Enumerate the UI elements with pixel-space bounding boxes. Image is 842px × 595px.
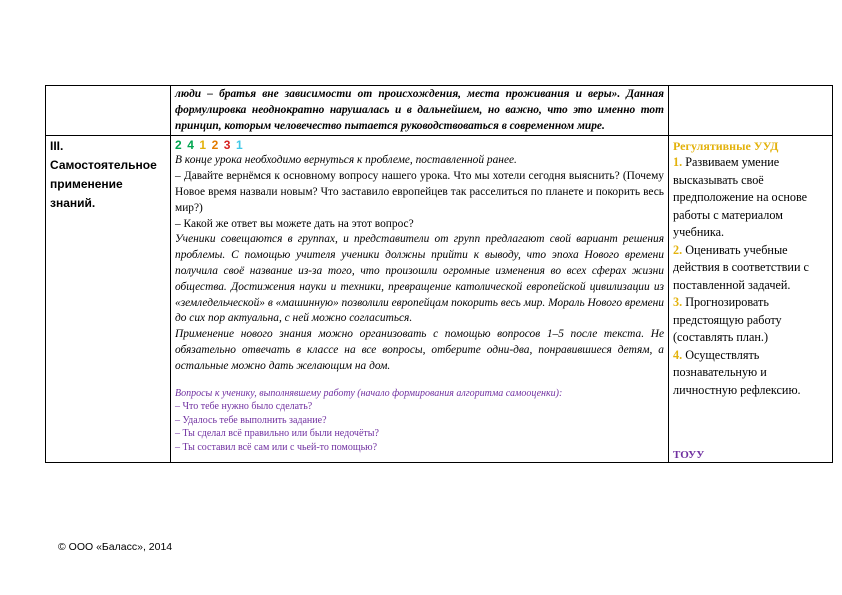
continuation-cell [171,86,669,136]
stage-title-line: применение [50,177,123,192]
sequence-number: 1 [235,138,244,153]
stage-cell [46,136,171,463]
touu-label: ТОУУ [673,449,705,462]
uud-item-number: 2. [673,242,683,257]
stage-number: III. [50,139,64,154]
sequence-number: 3 [223,138,231,153]
table-row [46,86,833,136]
activity-cell [171,136,669,463]
uud-heading: Регулятивные УУД [673,139,779,154]
sequence-number: 2 [175,138,183,153]
uud-item [673,294,828,347]
copyright-footer: © ООО «Баласс», 2014 [58,541,173,553]
teacher-question: – Давайте вернёмся к основному вопросу нашего урока. Что мы хотели сегодня выяснить? (Почему Новое время назвали новым? Что заставило европейцев так расселиться по планете и покорить весь мир?) [175,170,664,214]
question-item: – Что тебе нужно было сделать? [175,401,313,413]
uud-item-text: Развиваем умение высказывать своё предположение на основе работы с материалом учебника. [673,155,808,240]
empty-stage-cell [46,86,171,136]
uud-item-text: Оценивать учебные действия в соответствии с поставленной задачей. [673,242,809,292]
sequence-number: 1 [199,138,207,153]
sequence-number: 4 [187,138,195,153]
empty-uud-cell [669,86,833,136]
continuation-text: люди – братья вне зависимости от происхождения, места проживания и веры». Данная формулировка неоднократно нарушалась и в дальнейшем, но важно, что это именно тот принцип, которым человечество пытается руководствоваться в современном мире. [175,88,664,132]
uud-item [673,347,828,400]
uud-item-number: 3. [673,295,683,310]
question-item: – Ты составил всё сам или с чьей-то помощью? [175,441,378,453]
uud-item-number: 1. [673,155,683,170]
uud-item [673,242,828,295]
sequence-number: 2 [211,138,219,153]
uud-cell [669,136,833,463]
teacher-question: – Какой же ответ вы можете дать на этот вопрос? [175,217,414,230]
application-text: Применение нового знания можно организовать с помощью вопросов 1–5 после текста. Не обязательно отвечать в классе на все вопросы, отберите одни-два, понравившиеся детям, а остальные можно дать желающим на дом. [175,328,664,372]
questions-heading: Вопросы к ученику, выполнявшему работу (начало формирования алгоритма самооценки): [175,387,563,399]
instruction-text: В конце урока необходимо вернуться к проблеме, поставленной ранее. [175,154,517,167]
stage-title-line: знаний. [50,196,96,211]
table-row [46,136,833,463]
uud-item-number: 4. [673,347,683,362]
uud-item-text: Осуществлять познавательную и личностную рефлексию. [673,347,801,397]
sequence-numbers [175,138,664,153]
stage-title-line: Самостоятельное [50,158,157,173]
question-item: – Удалось тебе выполнить задание? [175,414,327,426]
lesson-table [45,85,833,463]
question-item: – Ты сделал всё правильно или были недочёты? [175,428,379,440]
uud-item-text: Прогнозировать предстоящую работу (составлять план.) [673,295,782,345]
uud-item [673,154,828,242]
group-work-text: Ученики совещаются в группах, и представители от групп предлагают свой вариант решения проблемы. С помощью учителя ученики должны прийти к выводу, что эпоха Нового времени получила своё название из-за того, что произошли огромные изменения во всех сферах жизни общества. Достижения науки и техники, превращение католической европейской цивилизации из «земледельческой» в «машинную» позволили европейцам покорить весь мир. Мораль Нового времени до сих пор актуальна, с ней можно согласиться. [175,233,664,325]
